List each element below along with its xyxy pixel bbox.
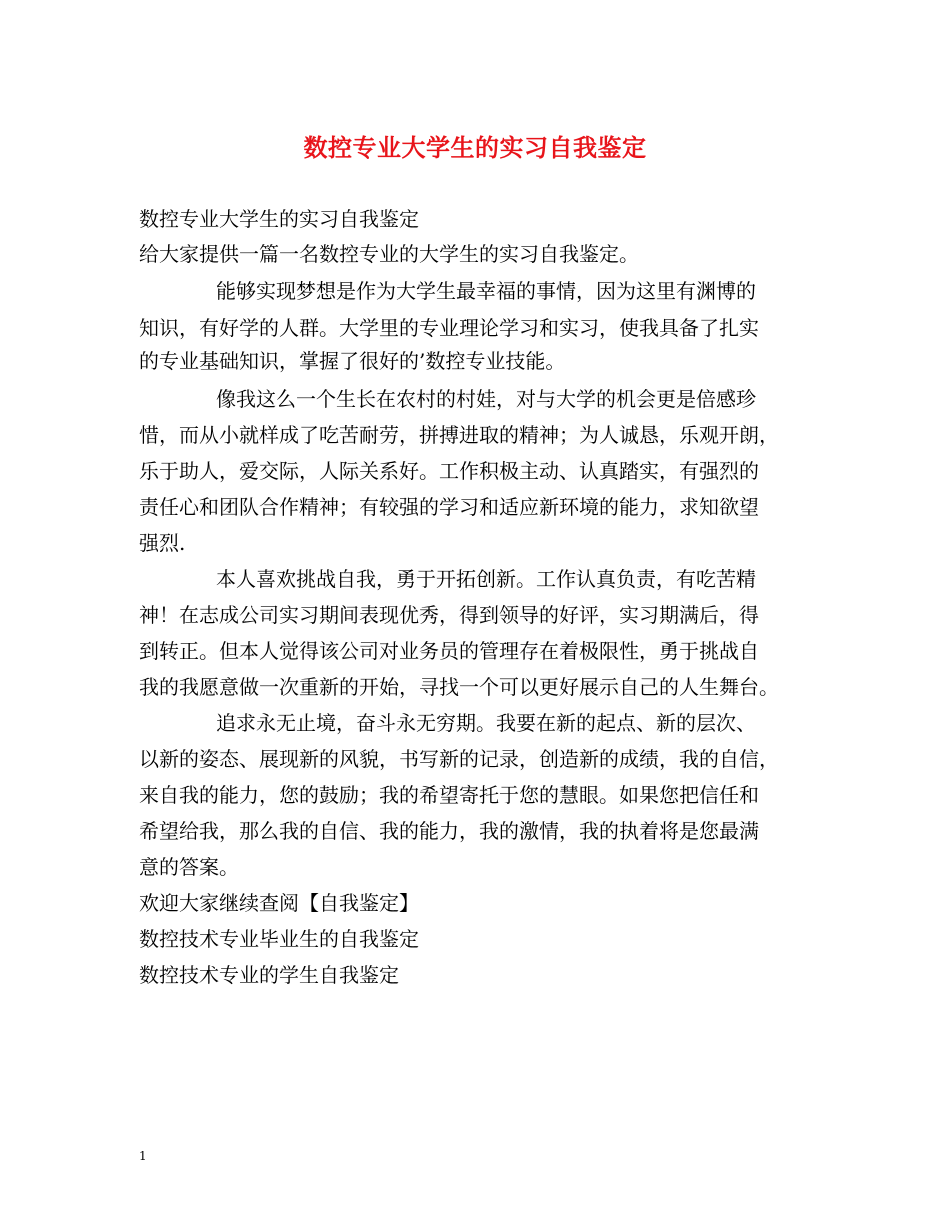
- subtitle-line: 数控专业大学生的实习自我鉴定: [139, 207, 419, 231]
- paragraph-1-line-3: 的专业基础知识，掌握了很好的’数控专业技能。: [139, 349, 566, 373]
- paragraph-2-line-2: 惜，而从小就样成了吃苦耐劳，拼搏进取的精神；为人诚恳，乐观开朗，: [139, 423, 779, 447]
- paragraph-4-line-5: 意的答案。: [139, 855, 239, 879]
- paragraph-4-line-4: 希望给我，那么我的自信、我的能力，我的激情，我的执着将是您最满: [139, 819, 759, 843]
- related-heading: 欢迎大家继续查阅【自我鉴定】: [139, 891, 419, 915]
- paragraph-3-line-3: 到转正。但本人觉得该公司对业务员的管理存在着极限性，勇于挑战自: [139, 639, 759, 663]
- paragraph-4-line-2: 以新的姿态、展现新的风貌，书写新的记录，创造新的成绩，我的自信，: [139, 747, 779, 771]
- page-number: 1: [139, 1149, 147, 1163]
- related-link-2: 数控技术专业的学生自我鉴定: [139, 963, 399, 987]
- paragraph-4-line-3: 来自我的能力，您的鼓励；我的希望寄托于您的慧眼。如果您把信任和: [139, 783, 759, 807]
- paragraph-1-line-1: 能够实现梦想是作为大学生最幸福的事情，因为这里有渊博的: [216, 279, 756, 303]
- paragraph-2-line-5: 强烈.: [139, 531, 186, 555]
- related-link-1: 数控技术专业毕业生的自我鉴定: [139, 927, 419, 951]
- document-title: 数控专业大学生的实习自我鉴定: [303, 133, 647, 162]
- paragraph-4-line-1: 追求永无止境，奋斗永无穷期。我要在新的起点、新的层次、: [216, 711, 756, 735]
- intro-line: 给大家提供一篇一名数控专业的大学生的实习自我鉴定。: [139, 242, 639, 266]
- paragraph-3-line-4: 我的我愿意做一次重新的开始，寻找一个可以更好展示自己的人生舞台。: [139, 675, 779, 699]
- paragraph-3-line-2: 神！在志成公司实习期间表现优秀，得到领导的好评，实习期满后，得: [139, 603, 759, 627]
- paragraph-2-line-4: 责任心和团队合作精神；有较强的学习和适应新环境的能力，求知欲望: [139, 495, 759, 519]
- paragraph-1-line-2: 知识，有好学的人群。大学里的专业理论学习和实习，使我具备了扎实: [139, 316, 759, 340]
- paragraph-2-line-3: 乐于助人，爱交际，人际关系好。工作积极主动、认真踏实，有强烈的: [139, 459, 759, 483]
- paragraph-3-line-1: 本人喜欢挑战自我，勇于开拓创新。工作认真负责，有吃苦精: [216, 567, 756, 591]
- paragraph-2-line-1: 像我这么一个生长在农村的村娃，对与大学的机会更是倍感珍: [216, 387, 756, 411]
